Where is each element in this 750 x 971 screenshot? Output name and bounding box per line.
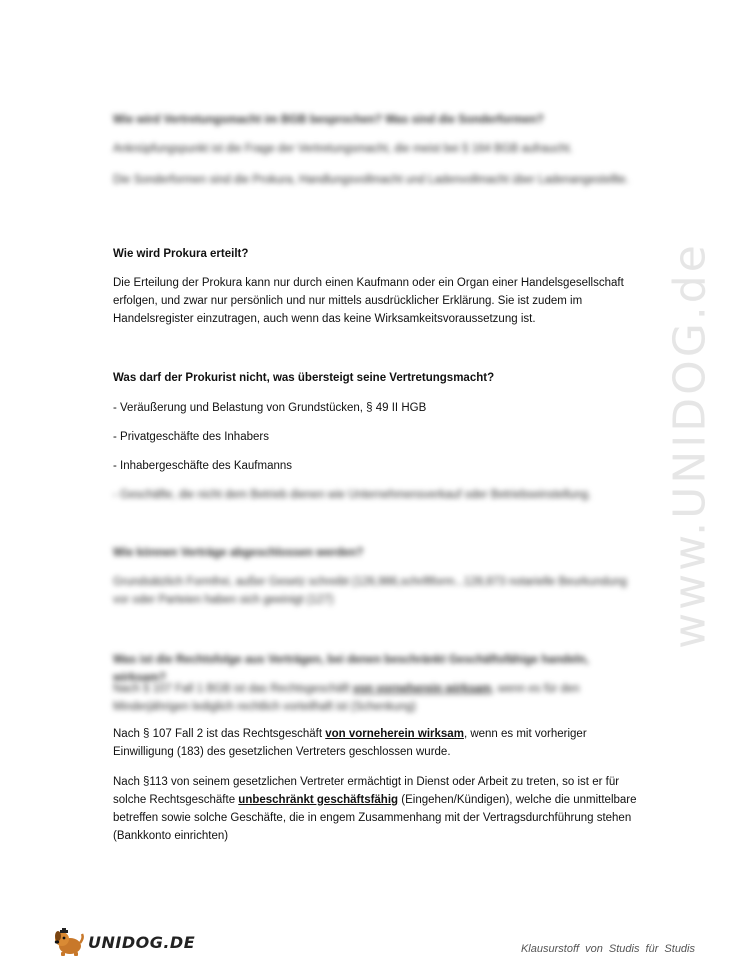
question-prokura-erteilt: Wie wird Prokura erteilt? [113, 248, 249, 260]
blurred-question-4: Was ist die Rechtsfolge aus Verträgen, bei denen beschränkt Geschäftsfähige handeln, wirksam? [113, 654, 589, 684]
paragraph-107 [113, 725, 638, 761]
paragraph-113 [113, 773, 638, 845]
blurred-answer-1a: Anknüpfungspunkt ist die Frage der Vertretungsmacht, die meist bei § 164 BGB aufraucht. [113, 143, 573, 155]
blurred-answer-4-emphasis: von vorneherein wirksam [352, 683, 492, 695]
blurred-answer-3: Grundsätzlich Formfrei, außer Gesetz schreibt (126,986,schriftform...128,873 notarielle Beurkundung vor oder Parteien haben sich geeinigt (127) [113, 576, 627, 606]
paragraph-107-emphasis: von vorneherein wirksam [325, 728, 464, 740]
unidog-logo [52, 928, 195, 956]
answer-prokura-erteilt: Die Erteilung der Prokura kann nur durch einen Kaufmann oder ein Organ einer Handelsgesellschaft erfolgen, und zwar nur persönlich und nur mittels ausdrücklicher Erklärung. Sie ist zudem im Handelsregister einzutragen, auch wenn das keine Wirksamkeitsvoraussetzung ist. [113, 277, 624, 325]
paragraph-113-post: (Eingehen/Kündigen), welche die unmittelbare betreffen sowie solche Geschäfte, die in engem Zusammenhang mit der Vertragsdurchführung stehen (Bankkonto einrichten) [113, 794, 637, 842]
paragraph-113-emphasis: unbeschränkt geschäftsfähig [238, 794, 399, 806]
question-prokurist: Was darf der Prokurist nicht, was übersteigt seine Vertretungsmacht? [113, 372, 495, 384]
blurred-answer-1b: Die Sonderformen sind die Prokura, Handlungsvollmacht und Ladenvollmacht über Ladenangestellte. [113, 174, 629, 186]
paragraph-107-pre: Nach § 107 Fall 2 ist das Rechtsgeschäft [113, 728, 326, 740]
paragraph-107-post: , wenn es mit vorheriger Einwilligung (183) des gesetzlichen Vertreters geschlossen wurde. [113, 728, 587, 758]
footer-tagline: Klausurstoff von Studis für Studis [520, 943, 695, 955]
list-item: - Veräußerung und Belastung von Grundstücken, § 49 II HGB [113, 402, 427, 414]
list-item: - Inhabergeschäfte des Kaufmanns [113, 460, 293, 472]
list-item: - Privatgeschäfte des Inhabers [113, 431, 269, 443]
watermark: www.UNIDOG.de [664, 242, 716, 649]
blurred-question-1: Wie wird Vertretungsmacht im BGB besprochen? Was sind die Sonderformen? [113, 114, 544, 126]
blurred-answer-4-post: , wenn es für den Minderjährigen lediglich rechtlich vorteilhaft ist (Schenkung) [113, 683, 580, 713]
blurred-question-3: Wie können Verträge abgeschlossen werden? [113, 547, 364, 559]
dog-icon [52, 928, 84, 956]
brand-name: UNIDOG.DE [88, 932, 196, 952]
blurred-answer-4 [113, 680, 638, 716]
paragraph-113-pre: Nach §113 von seinem gesetzlichen Vertreter ermächtigt in Dienst oder Arbeit zu treten, so ist er für solche Rechtsgeschäfte [113, 776, 620, 806]
blurred-answer-4-pre: Nach § 107 Fall 1 BGB ist das Rechtsgeschäft [113, 683, 350, 695]
blurred-list-item: - Geschäfte, die nicht dem Betrieb dienen wie Unternehmensverkauf oder Betriebseinstellung. [113, 489, 592, 501]
